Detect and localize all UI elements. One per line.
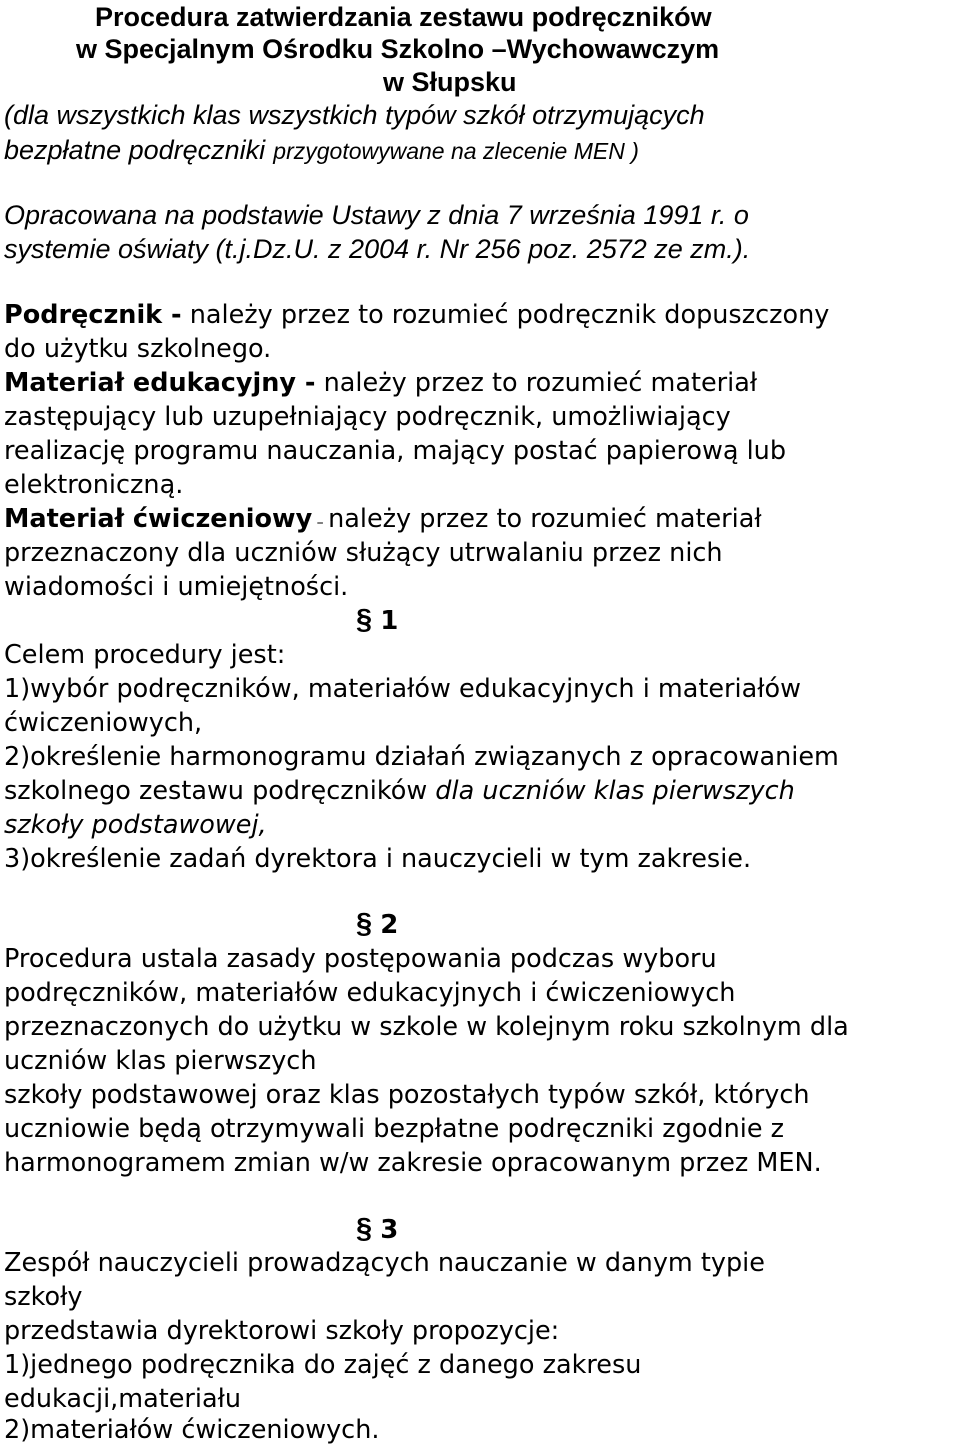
section-3-line-3: przedstawia dyrektorowi szkoły propozycje: (4, 1316, 560, 1346)
section-sign-icon: § (356, 604, 373, 636)
section-1-item-2: 2)określenie harmonogramu działań związanych z opracowaniem (4, 742, 839, 772)
definition-educational-material (4, 366, 757, 400)
definition-educational-line-2: zastępujący lub uzupełniający podręcznik, umożliwiający (4, 402, 731, 432)
term-exercise-material: Materiał ćwiczeniowy (4, 504, 313, 534)
definition-educational-line-3: realizację programu nauczania, mający postać papierową lub (4, 436, 787, 466)
section-3-number: 3 (380, 1215, 399, 1245)
subtitle-line-2 (4, 133, 639, 168)
definition-textbook-text: należy przez to rozumieć podręcznik dopuszczony (181, 300, 830, 330)
definition-exercise-line-3: wiadomości i umiejętności. (4, 572, 349, 602)
section-3-line-6: 2)materiałów ćwiczeniowych. (4, 1415, 380, 1445)
subtitle-line-1: (dla wszystkich klas wszystkich typów szkół otrzymujących (4, 100, 705, 130)
section-3-heading (356, 1212, 398, 1247)
section-2-heading (356, 907, 398, 942)
section-2-line-1: Procedura ustala zasady postępowania podczas wyboru (4, 944, 717, 974)
section-3-line-4: 1)jednego podręcznika do zajęć z danego zakresu (4, 1350, 642, 1380)
section-2-line-2: podręczników, materiałów edukacyjnych i ćwiczeniowych (4, 978, 736, 1008)
definition-exercise-material (4, 502, 762, 540)
section-1-item-2-cont (4, 774, 795, 808)
section-3-line-5: edukacji,materiału (4, 1384, 242, 1414)
definition-exercise-text: należy przez to rozumieć materiał (328, 504, 762, 534)
section-2-line-5: szkoły podstawowej oraz klas pozostałych typów szkół, których (4, 1080, 810, 1110)
legal-basis-line-1: Opracowana na podstawie Ustawy z dnia 7 września 1991 r. o (4, 200, 749, 230)
exercise-dash: – (312, 515, 329, 531)
section-2-line-6: uczniowie będą otrzymywali bezpłatne podręczniki zgodnie z (4, 1114, 785, 1144)
document-title-line-1: Procedura zatwierdzania zestawu podręczników (95, 2, 712, 32)
section-sign-icon: § (356, 1213, 373, 1245)
definition-educational-text: należy przez to rozumieć materiał (315, 368, 758, 398)
section-1-heading (356, 603, 398, 638)
subtitle-prepared-by: przygotowywane na zlecenie MEN ) (273, 138, 639, 164)
section-2-line-7: harmonogramem zmian w/w zakresie opracowanym przez MEN. (4, 1148, 822, 1178)
section-1-item-2-emphasis-cont: szkoły podstawowej, (4, 810, 267, 840)
document-title-line-2: w Specjalnym Ośrodku Szkolno –Wychowawczym (76, 34, 720, 64)
definition-textbook-line-2: do użytku szkolnego. (4, 334, 272, 364)
section-1-intro: Celem procedury jest: (4, 640, 286, 670)
section-sign-icon: § (356, 908, 373, 940)
section-2-line-3: przeznaczonych do użytku w szkole w kolejnym roku szkolnym dla (4, 1012, 849, 1042)
section-2-line-4: uczniów klas pierwszych (4, 1046, 317, 1076)
section-1-item-2-emphasis: dla uczniów klas pierwszych (435, 776, 795, 806)
section-1-item-2-text: szkolnego zestawu podręczników (4, 776, 436, 806)
section-1-number: 1 (380, 606, 399, 636)
section-3-line-2: szkoły (4, 1282, 83, 1312)
section-1-item-3: 3)określenie zadań dyrektora i nauczycieli w tym zakresie. (4, 844, 752, 874)
subtitle-free-textbooks: bezpłatne podręczniki (4, 135, 266, 165)
legal-basis-line-2: systemie oświaty (t.j.Dz.U. z 2004 r. Nr 256 poz. 2572 ze zm.). (4, 234, 751, 264)
term-educational-material: Materiał edukacyjny - (4, 368, 316, 398)
definition-educational-line-4: elektroniczną. (4, 470, 184, 500)
document-title-line-3: w Słupsku (383, 67, 517, 97)
definition-exercise-line-2: przeznaczony dla uczniów służący utrwalaniu przez nich (4, 538, 723, 568)
section-3-line-1: Zespół nauczycieli prowadzących nauczanie w danym typie (4, 1248, 765, 1278)
term-textbook: Podręcznik - (4, 300, 182, 330)
section-1-item-1-cont: ćwiczeniowych, (4, 708, 203, 738)
section-2-number: 2 (380, 910, 399, 940)
definition-textbook (4, 298, 829, 332)
section-1-item-1: 1)wybór podręczników, materiałów edukacyjnych i materiałów (4, 674, 801, 704)
